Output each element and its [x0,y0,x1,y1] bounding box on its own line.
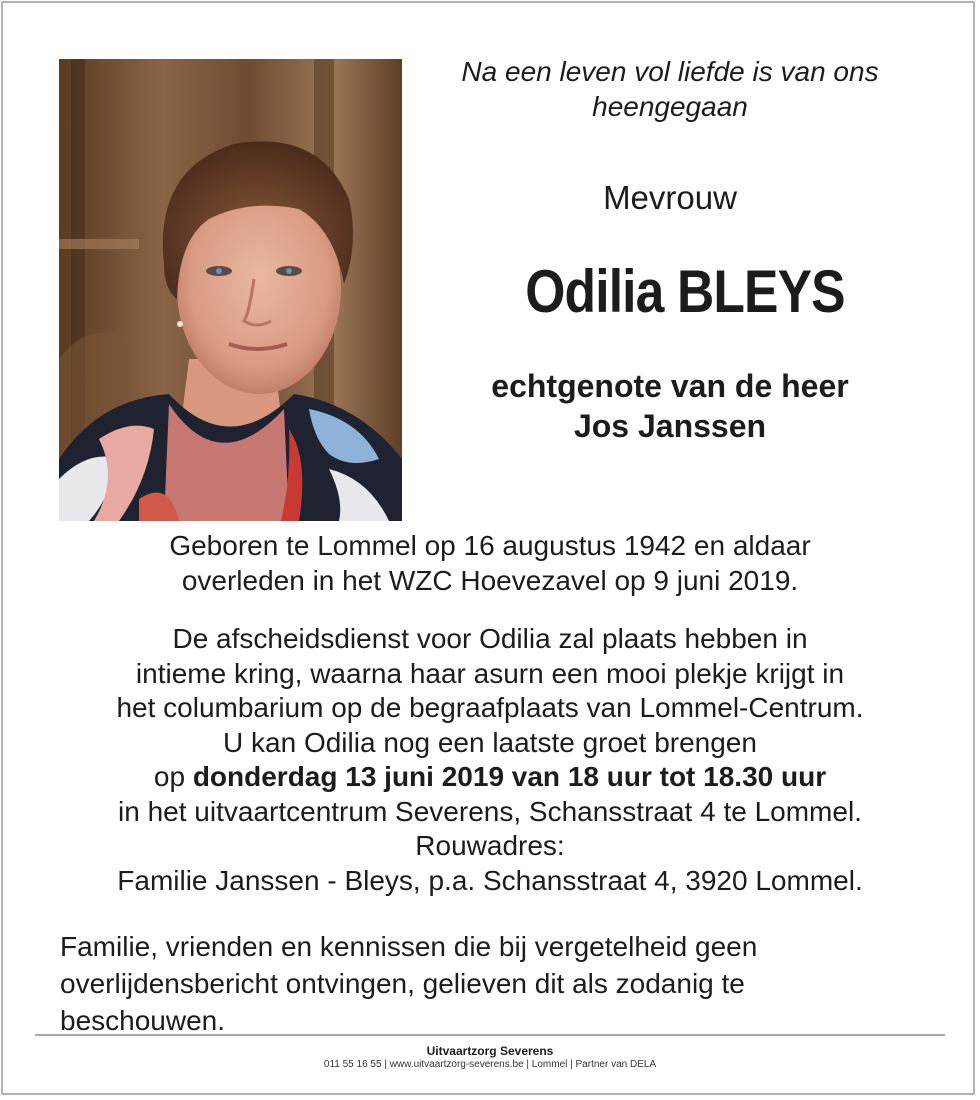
intro-line: heengegaan [592,91,748,122]
portrait-illustration [59,59,402,521]
service-line: het columbarium op de begraafplaats van Lommel-Centrum. [116,692,864,723]
spouse-name: Jos Janssen [573,408,767,444]
birth-death-text [40,529,940,598]
service-date-line [40,760,940,795]
funeral-company-name: Uitvaartzorg Severens [426,1044,554,1058]
notice-text [60,928,920,1039]
service-date: donderdag 13 juni 2019 van 18 uur tot 18.30 uur [192,761,827,792]
notice-line: Familie, vrienden en kennissen die bij vergetelheid geen [60,931,758,962]
service-line: intieme kring, waarna haar asurn een mooi plekje krijgt in [135,657,845,689]
portrait-photo [59,59,402,521]
notice-line: beschouwen. [60,1005,226,1036]
death-line: overleden in het WZC Hoevezavel op 9 juni 2019. [181,564,799,596]
mourning-label: Rouwadres: [415,830,565,861]
intro-line: Na een leven vol liefde is van ons [461,56,879,87]
spouse-text [420,366,920,446]
spouse-line: echtgenote van de heer [491,368,849,404]
intro-text [420,54,920,124]
footer-divider [35,1034,945,1036]
notice-line: overlijdensbericht ontvingen, gelieven dit als zodanig te [60,968,745,999]
salutation: Mevrouw [603,179,737,216]
service-location: in het uitvaartcentrum Severens, Schansstraat 4 te Lommel. [118,795,862,827]
birth-line: Geboren te Lommel op 16 augustus 1942 en aldaar [169,530,811,561]
service-date-prefix: op [153,761,193,792]
mourning-address: Familie Janssen - Bleys, p.a. Schansstraat 4, 3920 Lommel. [117,864,863,896]
deceased-name: Odilia BLEYS [525,258,845,325]
service-line: U kan Odilia nog een laatste groet brengen [223,726,757,758]
service-text [40,622,940,898]
funeral-company-contact: 011 55 16 55 | www.uitvaartzorg-severens.be | Lommel | Partner van DELA [323,1059,657,1070]
service-line: De afscheidsdienst voor Odilia zal plaats hebben in [172,623,808,654]
